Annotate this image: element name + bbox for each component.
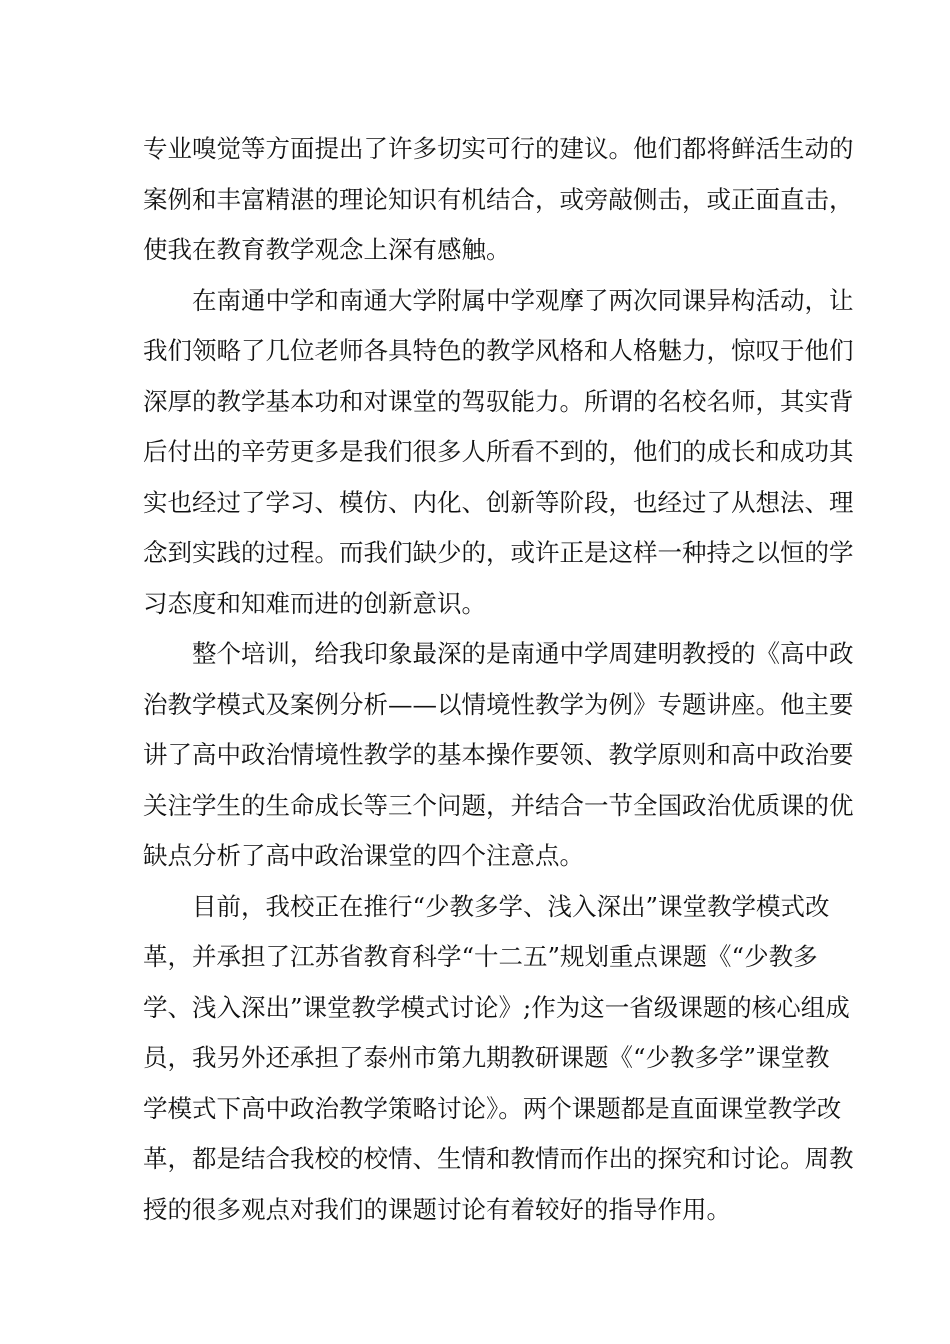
text-line: 员，我另外还承担了泰州市第九期教研课题《“少教多学”课堂教 — [143, 1043, 830, 1072]
text-line: 授的很多观点对我们的课题讨论有着较好的指导作用。 — [143, 1194, 731, 1224]
text-line: 专业嗅觉等方面提出了许多切实可行的建议。他们都将鲜活生动的 — [143, 134, 854, 163]
text-line: 学、浅入深出”课堂教学模式讨论》;作为这一省级课题的核心组成 — [143, 992, 850, 1022]
text-line: 学模式下高中政治教学策略讨论》。两个课题都是直面课堂教学改 — [143, 1093, 842, 1123]
text-line: 在南通中学和南通大学附属中学观摩了两次同课异构活动，让 — [192, 285, 854, 315]
text-line: 习态度和知难而进的创新意识。 — [143, 588, 486, 618]
paragraph-3 — [143, 629, 854, 882]
text-line: 革，并承担了江苏省教育科学“十二五”规划重点课题《“少教多 — [143, 942, 818, 971]
text-line: 治教学模式及案例分析——以情境性教学为例》专题讲座。他主要 — [143, 689, 854, 719]
text-line: 讲了高中政治情境性教学的基本操作要领、教学原则和高中政治要 — [143, 740, 854, 769]
text-line: 后付出的辛劳更多是我们很多人所看不到的，他们的成长和成功其 — [143, 437, 854, 466]
text-line: 使我在教育教学观念上深有感触。 — [143, 235, 511, 264]
text-line: 革，都是结合我校的校情、生情和教情而作出的探究和讨论。周教 — [143, 1144, 854, 1173]
paragraph-2 — [143, 276, 854, 630]
text-line: 实也经过了学习、模仿、内化、创新等阶段，也经过了从想法、理 — [143, 487, 854, 517]
paragraph-1 — [143, 124, 854, 276]
text-line: 目前，我校正在推行“少教多学、浅入深出”课堂教学模式改 — [192, 891, 830, 921]
text-line: 案例和丰富精湛的理论知识有机结合，或旁敲侧击，或正面直击， — [143, 184, 854, 214]
paragraph-4 — [143, 882, 854, 1236]
text-line: 深厚的教学基本功和对课堂的驾驭能力。所谓的名校名师，其实背 — [143, 386, 854, 416]
text-line: 念到实践的过程。而我们缺少的，或许正是这样一种持之以恒的学 — [143, 538, 854, 567]
text-line: 整个培训，给我印象最深的是南通中学周建明教授的《高中政 — [192, 639, 854, 668]
text-line: 缺点分析了高中政治课堂的四个注意点。 — [143, 841, 584, 870]
text-line: 关注学生的生命成长等三个问题，并结合一节全国政治优质课的优 — [143, 790, 854, 820]
text-line: 我们领略了几位老师各具特色的教学风格和人格魅力，惊叹于他们 — [143, 336, 854, 365]
